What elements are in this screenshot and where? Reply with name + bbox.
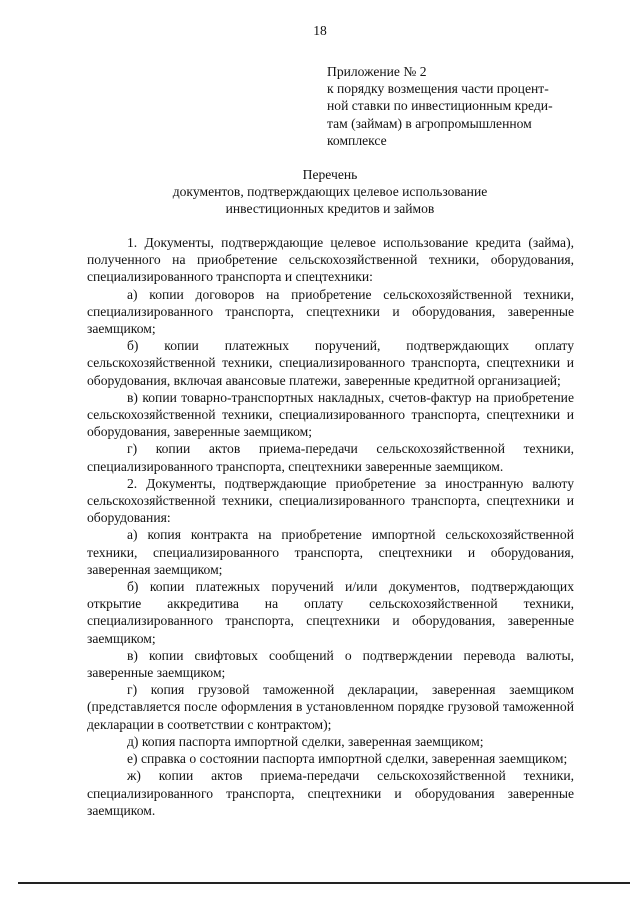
appendix-title: Приложение № 2 [327,64,427,79]
bottom-divider [18,882,630,884]
appendix-line: комплексе [327,132,387,148]
page-number: 18 [313,23,327,38]
list-item-1a: а) копии договоров на приобретение сельскохозяйственной техники, специализированного транспорта, спецтехники и оборудования, заверенные заемщиком; [87,286,574,337]
list-item-2a: а) копия контракта на приобретение импортной сельскохозяйственной техники, специализированного транспорта, спецтехники и оборудования, заверенная заемщиком; [87,527,574,577]
list-item-1v: в) копии товарно-транспортных накладных, счетов-фактур на приобретение сельскохозяйственной техники, специализированного транспорта, спецтехники и оборудования, заверенные заемщиком; [87,389,574,440]
list-item-2e: е) справка о состоянии паспорта импортной сделки, заверенная заемщиком; [127,751,568,767]
document-title-line: Перечень [302,167,358,182]
document-title [80,166,580,218]
appendix-line: к порядку возмещения части процент- [327,81,549,97]
document-title-line: документов, подтверждающих целевое использование [172,184,488,200]
list-item-2zh: ж) копии актов приема-передачи сельскохозяйственной техники, специализированного транспорта, спецтехники и оборудования заверенные заемщиком. [87,768,574,818]
list-item-1b: б) копии платежных поручений, подтверждающих оплату сельскохозяйственной техники, специализированного транспорта, спецтехники и оборудования, включая авансовые платежи, заверенные кредитной организацией; [87,338,574,388]
list-item-2d: д) копия паспорта импортной сделки, заверенная заемщиком; [127,733,484,749]
list-item-2v: в) копии свифтовых сообщений о подтверждении перевода валюты, заверенные заемщиком; [87,647,574,681]
appendix-header [327,63,587,149]
list-item-2g: г) копия грузовой таможенной декларации, заверенная заемщиком (представляется после оформления в установленном порядке грузовой таможенной декларации в соответствии с контрактом); [87,682,574,732]
section-1-heading: 1. Документы, подтверждающие целевое использование кредита (займа), полученного на приобретение сельскохозяйственной техники, оборудования, специализированного транспорта и спецтехники: [87,235,574,285]
document-title-line: инвестиционных кредитов и займов [225,201,435,217]
appendix-line: там (займам) в агропромышленном [327,115,532,131]
appendix-line: ной ставки по инвестиционным креди- [327,98,553,114]
list-item-1g: г) копии актов приема-передачи сельскохозяйственной техники, специализированного транспорта, спецтехники заверенные заемщиком. [87,441,574,474]
document-body [87,234,574,819]
list-item-2b: б) копии платежных поручений и/или документов, подтверждающих открытие аккредитива на оплату сельскохозяйственной техники, специализированного транспорта, спецтехники и оборудования, заверенные заемщиком; [87,579,574,646]
section-2-heading: 2. Документы, подтверждающие приобретение за иностранную валюту сельскохозяйственной техники, специализированного транспорта, спецтехники и оборудования: [87,475,574,526]
